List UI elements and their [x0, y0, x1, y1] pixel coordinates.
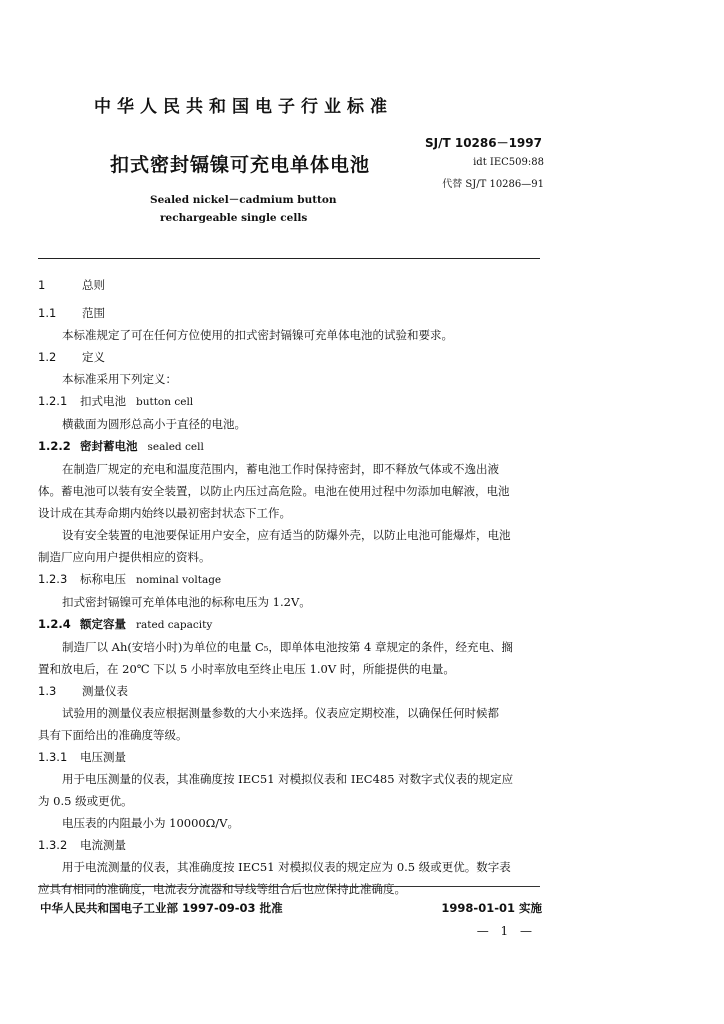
document-title-cn: 扣式密封镉镍可充电单体电池 — [110, 154, 371, 176]
paragraph: 扣式密封镉镍可充单体电池的标称电压为 1.2V。 — [62, 595, 311, 609]
paragraph-line: 设计成在其寿命期内始终以最初密封状态下工作。 — [38, 506, 291, 520]
header-divider — [38, 258, 540, 259]
section-heading — [38, 746, 540, 768]
section-number: 1.2.4 — [38, 617, 71, 631]
paragraph: 本标准规定了可在任何方位使用的扣式密封镉镍可充单体电池的试验和要求。 — [62, 328, 453, 342]
section-heading — [38, 274, 540, 296]
paragraph-line: 制造厂以 Ah(安培小时)为单位的电量 C₅，即单体电池按第 4 章规定的条件，经充电、搁 — [62, 640, 514, 654]
paragraph-line: 为 0.5 级或更优。 — [38, 794, 133, 808]
document-body — [38, 274, 540, 900]
section-number: 1.3.2 — [38, 838, 68, 852]
section-number: 1.1 — [38, 306, 57, 320]
section-heading — [38, 834, 540, 856]
paragraph-line: 制造厂应向用户提供相应的资料。 — [38, 550, 211, 564]
idt-reference: idt IEC509:88 — [473, 157, 544, 168]
section-number: 1 — [38, 278, 46, 292]
section-english-term: rated capacity — [136, 619, 213, 631]
section-title: 扣式电池 — [80, 394, 126, 408]
section-title: 电流测量 — [80, 838, 126, 852]
paragraph-line: 设有安全装置的电池要保证用户安全，应有适当的防爆外壳，以防止电池可能爆炸，电池 — [62, 528, 511, 542]
approval-date: 中华人民共和国电子工业部 1997-09-03 批准 — [40, 901, 283, 915]
paragraph-line: 置和放电后，在 20℃ 下以 5 小时率放电至终止电压 1.0V 时，所能提供的电量。 — [38, 662, 455, 676]
paragraph-line: 体。蓄电池可以装有安全装置，以防止内压过高危险。电池在使用过程中勿添加电解液，电池 — [38, 484, 510, 498]
implementation-date: 1998-01-01 实施 — [441, 901, 542, 915]
section-number: 1.2.3 — [38, 572, 68, 586]
section-heading — [38, 435, 540, 458]
replaces-reference: 代替 SJ/T 10286—91 — [442, 179, 544, 190]
section-heading — [38, 302, 540, 324]
section-title: 额定容量 — [80, 617, 126, 631]
paragraph: 电压表的内阻最小为 10000Ω/V。 — [62, 816, 239, 830]
paragraph-line: 应具有相同的准确度，电流表分流器和导线等组合后也应保持此准确度。 — [38, 882, 406, 896]
document-title-en-line2: rechargeable single cells — [160, 212, 308, 224]
section-number: 1.3.1 — [38, 750, 68, 764]
section-heading — [38, 613, 540, 636]
section-title: 范围 — [82, 306, 105, 320]
section-title: 测量仪表 — [82, 684, 128, 698]
paragraph-line: 用于电流测量的仪表，其准确度按 IEC51 对模拟仪表的规定应为 0.5 级或更优。数字表 — [62, 860, 511, 874]
document-title-en-line1: Sealed nickel－cadmium button — [150, 194, 337, 206]
section-number: 1.2.1 — [38, 394, 68, 408]
section-title: 标称电压 — [80, 572, 126, 586]
section-english-term: sealed cell — [147, 441, 204, 453]
section-title: 电压测量 — [80, 750, 126, 764]
section-heading — [38, 390, 540, 413]
paragraph-line: 具有下面给出的准确度等级。 — [38, 728, 188, 742]
paragraph-line: 试验用的测量仪表应根据测量参数的大小来选择。仪表应定期校准，以确保任何时候都 — [62, 706, 499, 720]
footer-divider — [38, 886, 540, 887]
section-title: 密封蓄电池 — [80, 439, 138, 453]
section-title: 定义 — [82, 350, 105, 364]
paragraph-line: 用于电压测量的仪表，其准确度按 IEC51 对模拟仪表和 IEC485 对数字式仪表的规定应 — [62, 772, 514, 786]
standard-type-heading: 中华人民共和国电子行业标准 — [94, 97, 393, 117]
page-number: — 1 — — [476, 924, 536, 938]
section-heading — [38, 346, 540, 368]
section-heading — [38, 568, 540, 591]
section-title: 总则 — [82, 278, 105, 292]
section-heading — [38, 680, 540, 702]
section-number: 1.2 — [38, 350, 57, 364]
standard-number: SJ/T 10286－1997 — [424, 136, 542, 150]
paragraph: 本标准采用下列定义： — [62, 372, 177, 386]
section-number: 1.2.2 — [38, 439, 71, 453]
section-english-term: nominal voltage — [136, 574, 222, 586]
paragraph: 横截面为圆形总高小于直径的电池。 — [62, 417, 246, 431]
section-number: 1.3 — [38, 684, 57, 698]
paragraph-line: 在制造厂规定的充电和温度范围内，蓄电池工作时保持密封，即不释放气体或不逸出液 — [62, 462, 499, 476]
section-english-term: button cell — [136, 396, 194, 408]
